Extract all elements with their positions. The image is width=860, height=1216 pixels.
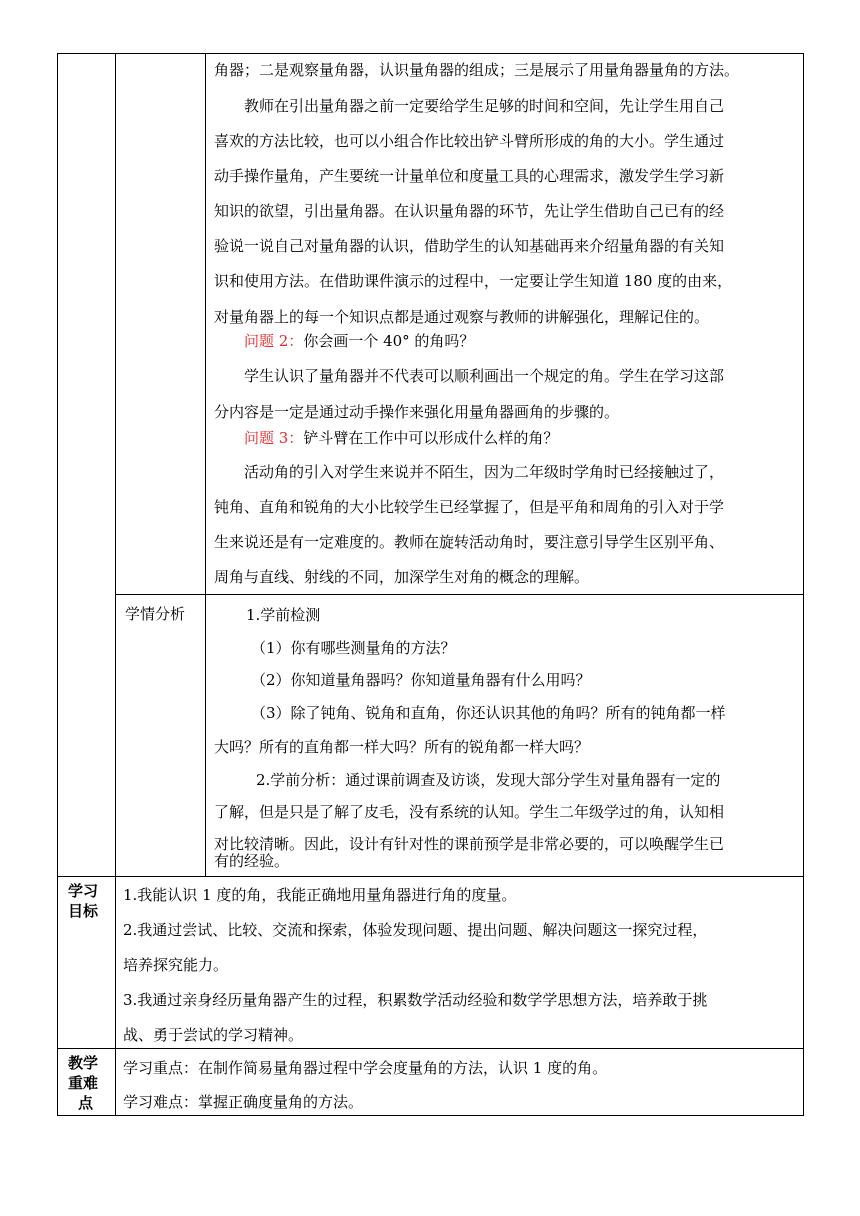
row-divider-objectives <box>57 876 804 877</box>
student-analysis-line-8: 对比较清晰。因此，设计有针对性的课前预学是非常必要的，可以唤醒学生已 <box>214 835 725 853</box>
analysis-line-5: 知识的欲望，引出量角器。在认识量角器的环节，先让学生借助自己已有的经 <box>214 202 725 220</box>
keypoints-label-line-2: 重难 <box>68 1074 99 1092</box>
column-divider-2 <box>205 53 206 877</box>
keypoints-label-line-1: 教学 <box>68 1054 99 1072</box>
analysis-line-4: 动手操作量角，产生要统一计量单位和度量工具的心理需求，激发学生学习新 <box>214 167 725 185</box>
q3-answer-line-1: 活动角的引入对学生来说并不陌生，因为二年级时学角时已经接触过了， <box>244 463 725 481</box>
q2-answer-line-1: 学生认识了量角器并不代表可以顺利画出一个规定的角。学生在学习这部 <box>244 367 725 385</box>
table-bottom-border <box>57 1115 804 1116</box>
analysis-line-7: 识和使用方法。在借助课件演示的过程中，一定要让学生知道 180 度的由来， <box>214 272 733 290</box>
student-analysis-line-6: 2.学前分析：通过课前调查及访谈，发现大部分学生对量角器有一定的 <box>256 771 721 789</box>
q3-answer-line-2: 钝角、直角和锐角的大小比较学生已经掌握了，但是平角和周角的引入对于学 <box>214 498 725 516</box>
objectives-label-line-2: 目标 <box>68 902 99 920</box>
student-analysis-line-7: 了解，但是只是了解了皮毛，没有系统的认知。学生二年级学过的角，认知相 <box>214 803 725 821</box>
table-top-border <box>57 53 804 54</box>
question-3 <box>244 428 558 448</box>
column-divider-1 <box>115 53 116 1116</box>
analysis-line-6: 验说一说自己对量角器的认识，借助学生的认知基础再来介绍量角器的有关知 <box>214 237 725 255</box>
student-analysis-line-5: 大吗？所有的直角都一样大吗？所有的锐角都一样大吗？ <box>214 738 590 756</box>
analysis-line-2: 教师在引出量角器之前一定要给学生足够的时间和空间，先让学生用自己 <box>244 97 725 115</box>
question-2-label: 问题 2： <box>244 332 304 350</box>
question-3-text: 铲斗臂在工作中可以形成什么样的角？ <box>303 429 559 447</box>
analysis-line-3: 喜欢的方法比较，也可以小组合作比较出铲斗臂所形成的角的大小。学生通过 <box>214 132 725 150</box>
key-point-line-1: 学习重点：在制作简易量角器过程中学会度量角的方法，认识 1 度的角。 <box>123 1059 608 1077</box>
student-analysis-line-1: 1.学前检测 <box>246 606 321 624</box>
keypoints-label-line-3: 点 <box>78 1094 94 1112</box>
analysis-line-8: 对量角器上的每一个知识点都是通过观察与教师的讲解强化，理解记住的。 <box>214 308 710 326</box>
table-right-border <box>803 53 804 1116</box>
question-3-label: 问题 3： <box>244 429 304 447</box>
student-analysis-line-2: （1）你有哪些测量角的方法？ <box>251 639 456 657</box>
row-divider-analysis <box>115 594 804 595</box>
student-analysis-label: 学情分析 <box>125 605 186 623</box>
row-divider-keypoints <box>57 1048 804 1049</box>
objective-line-1: 1.我能认识 1 度的角，我能正确地用量角器进行角的度量。 <box>123 886 517 904</box>
student-analysis-line-4: （3）除了钝角、锐角和直角，你还认识其他的角吗？所有的钝角都一样 <box>251 704 726 722</box>
q3-answer-line-4: 周角与直线、射线的不同，加深学生对角的概念的理解。 <box>214 568 590 586</box>
q2-answer-line-2: 分内容是一定是通过动手操作来强化用量角器画角的步骤的。 <box>214 403 620 421</box>
objectives-label-line-1: 学习 <box>68 882 99 900</box>
objective-line-5: 战、勇于尝试的学习精神。 <box>123 1026 304 1044</box>
objective-line-4: 3.我通过亲身经历量角器产生的过程，积累数学活动经验和数学学思想方法，培养敢于挑 <box>123 991 708 1009</box>
student-analysis-line-9: 有的经验。 <box>214 852 290 870</box>
q3-answer-line-3: 生来说还是有一定难度的。教师在旋转活动角时，要注意引导学生区别平角、 <box>214 533 725 551</box>
student-analysis-line-3: （2）你知道量角器吗？你知道量角器有什么用吗？ <box>251 671 591 689</box>
objective-line-2: 2.我通过尝试、比较、交流和探索，体验发现问题、提出问题、解决问题这一探究过程， <box>123 921 708 939</box>
analysis-line-1: 角器；二是观察量角器，认识量角器的组成；三是展示了用量角器量角的方法。 <box>214 61 740 79</box>
lesson-plan-table <box>57 53 804 1116</box>
question-2 <box>244 331 474 351</box>
key-point-line-2: 学习难点：掌握正确度量角的方法。 <box>123 1093 364 1111</box>
objective-line-3: 培养探究能力。 <box>123 956 229 974</box>
question-2-text: 你会画一个 40° 的角吗？ <box>303 332 475 350</box>
table-left-border <box>57 53 58 1116</box>
